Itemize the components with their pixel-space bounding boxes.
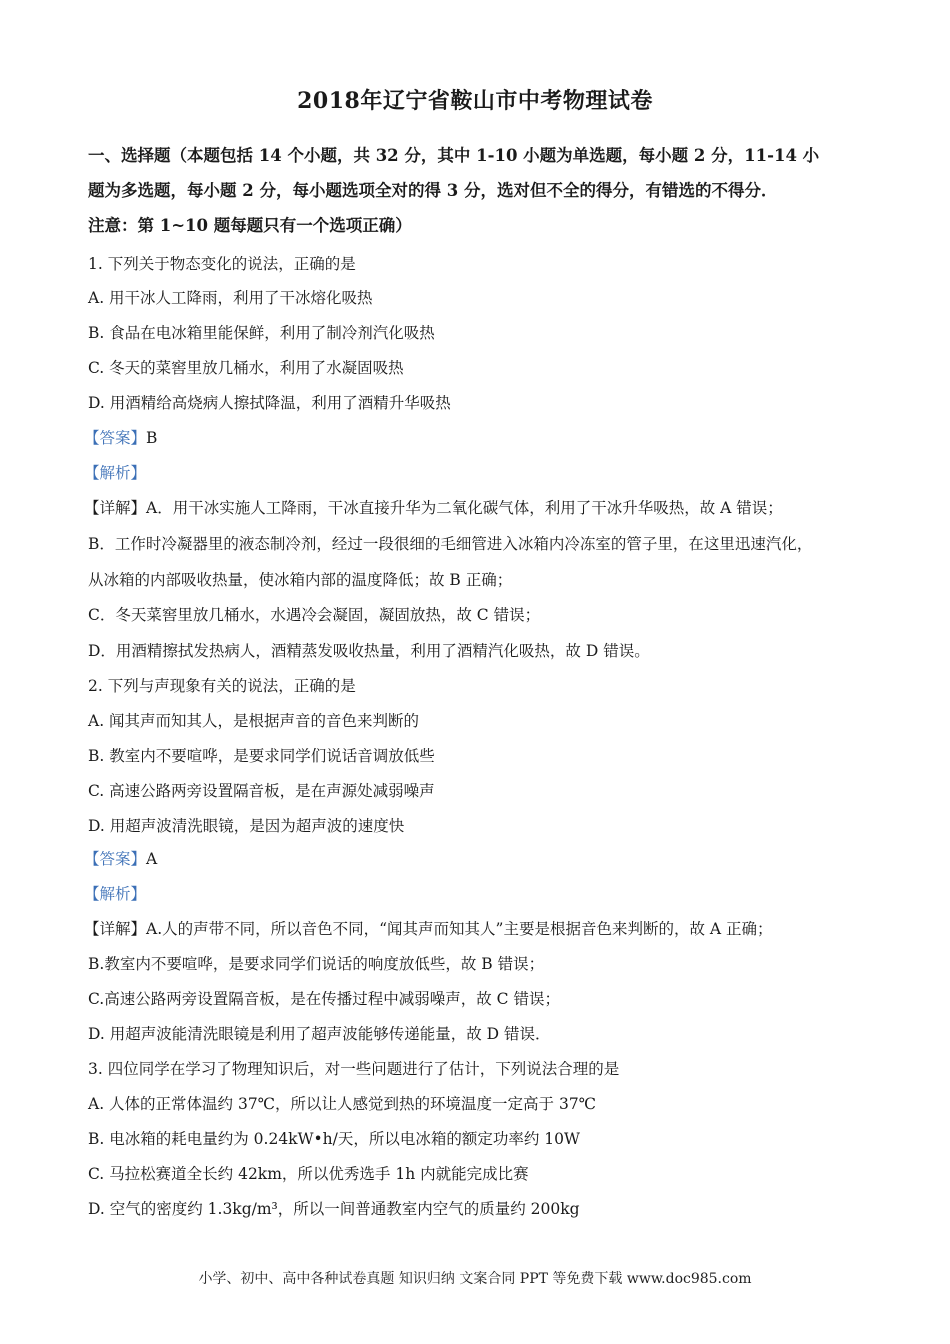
question-2-detail: 【详解】A.人的声带不同，所以音色不同，“闻其声而知其人”主要是根据音色来判断的，故 A 正确； xyxy=(84,920,773,938)
page-title: 2018年辽宁省鞍山市中考物理试卷 xyxy=(297,88,653,114)
question-2-detail: C.高速公路两旁设置隔音板，是在传播过程中减弱噪声，故 C 错误； xyxy=(88,990,560,1008)
question-3-stem: 3. 四位同学在学习了物理知识后，对一些问题进行了估计，下列说法合理的是 xyxy=(88,1060,620,1078)
question-1-option-d: D. 用酒精给高烧病人擦拭降温，利用了酒精升华吸热 xyxy=(88,394,451,412)
question-2-option-a: A. 闻其声而知其人，是根据声音的音色来判断的 xyxy=(88,712,420,730)
answer-tag: 【答案】 xyxy=(84,429,147,447)
question-2-option-d: D. 用超声波清洗眼镜，是因为超声波的速度快 xyxy=(88,817,405,835)
question-2-option-b: B. 教室内不要喧哗，是要求同学们说话音调放低些 xyxy=(88,747,435,765)
analysis-tag: 【解析】 xyxy=(84,885,147,903)
question-2-stem: 2. 下列与声现象有关的说法，正确的是 xyxy=(88,677,356,695)
section-heading-line: 题为多选题，每小题 2 分，每小题选项全对的得 3 分，选对但不全的得分，有错选的不得分． xyxy=(88,181,778,200)
question-2-detail: D. 用超声波能清洗眼镜是利用了超声波能够传递能量，故 D 错误． xyxy=(88,1025,551,1043)
question-3-option-c: C. 马拉松赛道全长约 42km，所以优秀选手 1h 内就能完成比赛 xyxy=(88,1165,529,1183)
question-3-option-b: B. 电冰箱的耗电量约为 0.24kW•h/天，所以电冰箱的额定功率约 10W xyxy=(88,1130,580,1148)
answer-tag: 【答案】 xyxy=(84,850,147,868)
question-3-option-a: A. 人体的正常体温约 37℃，所以让人感觉到热的环境温度一定高于 37℃ xyxy=(88,1095,597,1113)
question-1-detail: C．冬天菜窖里放几桶水，水遇冷会凝固，凝固放热，故 C 错误； xyxy=(88,606,541,624)
question-1-stem: 1. 下列关于物态变化的说法，正确的是 xyxy=(88,255,356,273)
section-heading-line: 一、选择题（本题包括 14 个小题，共 32 分，其中 1-10 小题为单选题，每小题 2 分，11-14 小 xyxy=(88,146,820,165)
answer-value: A xyxy=(146,850,158,868)
question-2-answer xyxy=(84,848,157,870)
question-2-detail: B.教室内不要喧哗，是要求同学们说话的响度放低些，故 B 错误； xyxy=(88,955,545,973)
question-1-option-b: B. 食品在电冰箱里能保鲜，利用了制冷剂汽化吸热 xyxy=(88,324,435,342)
analysis-tag: 【解析】 xyxy=(84,464,147,482)
question-1-detail: 从冰箱的内部吸收热量，使冰箱内部的温度降低；故 B 正确； xyxy=(88,571,513,589)
page-footer: 小学、初中、高中各种试卷真题 知识归纳 文案合同 PPT 等免费下载 www.doc985.com xyxy=(198,1271,752,1287)
question-1-detail: 【详解】A．用干冰实施人工降雨，干冰直接升华为二氧化碳气体，利用了干冰升华吸热，故 A 错误； xyxy=(84,499,783,517)
answer-value: B xyxy=(146,429,158,447)
question-2-option-c: C. 高速公路两旁设置隔音板，是在声源处减弱噪声 xyxy=(88,782,435,800)
question-1-option-c: C. 冬天的菜窖里放几桶水，利用了水凝固吸热 xyxy=(88,359,404,377)
question-1-option-a: A. 用干冰人工降雨，利用了干冰熔化吸热 xyxy=(88,289,373,307)
question-3-option-d: D. 空气的密度约 1.3kg/m³，所以一间普通教室内空气的质量约 200kg xyxy=(88,1200,580,1218)
question-1-answer xyxy=(84,427,157,449)
section-heading xyxy=(88,138,868,243)
question-1-detail: B．工作时冷凝器里的液态制冷剂，经过一段很细的毛细管进入冰箱内冷冻室的管子里，在这里迅速汽化， xyxy=(88,535,813,553)
section-heading-line: 注意：第 1~10 题每题只有一个选项正确） xyxy=(88,216,412,235)
question-1-detail: D．用酒精擦拭发热病人，酒精蒸发吸收热量，利用了酒精汽化吸热，故 D 错误。 xyxy=(88,642,650,660)
